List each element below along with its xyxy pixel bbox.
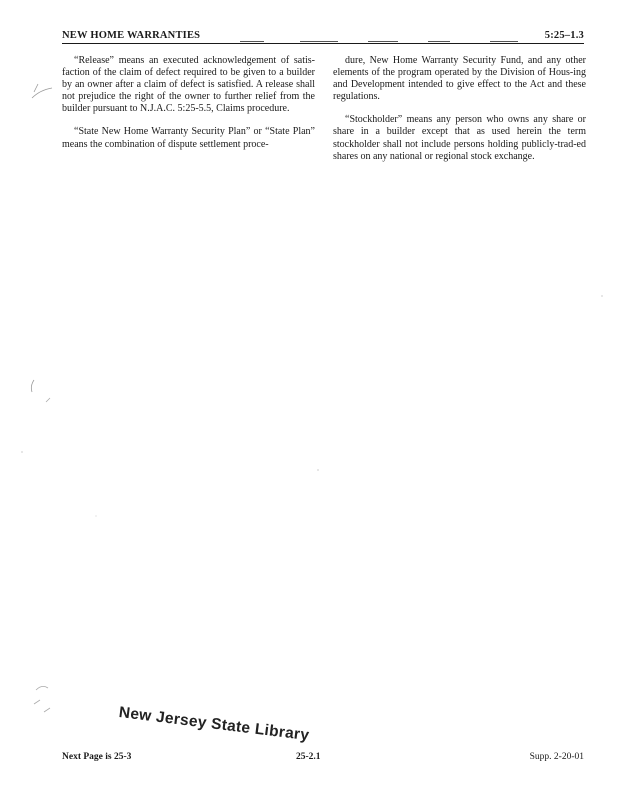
- footer-next-page: Next Page is 25-3: [62, 752, 132, 762]
- footer-supplement: Supp. 2-20-01: [529, 752, 584, 762]
- definition-state-plan: “State New Home Warranty Security Plan” or “State Plan” means the combination of dispute settlement proce-: [62, 126, 315, 150]
- scan-speck: [21, 451, 22, 452]
- scan-mark: [34, 84, 38, 92]
- definition-state-plan-continued: dure, New Home Warranty Security Fund, and any other elements of the program operated by the Division of Hous-ing and Development intended to give effect to the Act and these regulations.: [333, 55, 586, 103]
- scan-mark: [36, 686, 48, 690]
- header-section-number: 5:25–1.3: [544, 30, 584, 41]
- definition-stockholder: “Stockholder” means any person who owns any share or share in a builder except that as used herein the term stockholder shall not include persons holding publicly-trad-ed shares on any national or regional stock exchange.: [333, 114, 586, 162]
- header-title: NEW HOME WARRANTIES: [62, 30, 201, 41]
- scan-speck: [601, 295, 602, 296]
- scan-speck: [96, 516, 97, 517]
- library-stamp: New Jersey State Library: [117, 704, 311, 745]
- scan-mark: [44, 708, 50, 712]
- scan-mark: [34, 700, 40, 704]
- scan-speck: [317, 469, 318, 470]
- footer-page-number: 25-2.1: [296, 752, 321, 762]
- scan-mark: [31, 380, 34, 392]
- definition-release: “Release” means an executed acknowledgement of satis-faction of the claim of defect required to be given to a builder by an owner after a claim of defect is satisfied. A release shall not prejudice the right of the owner to further relief from the builder pursuant to N.J.A.C. 5:25-5.5, Claims procedure.: [62, 55, 315, 115]
- scan-mark: [46, 398, 50, 402]
